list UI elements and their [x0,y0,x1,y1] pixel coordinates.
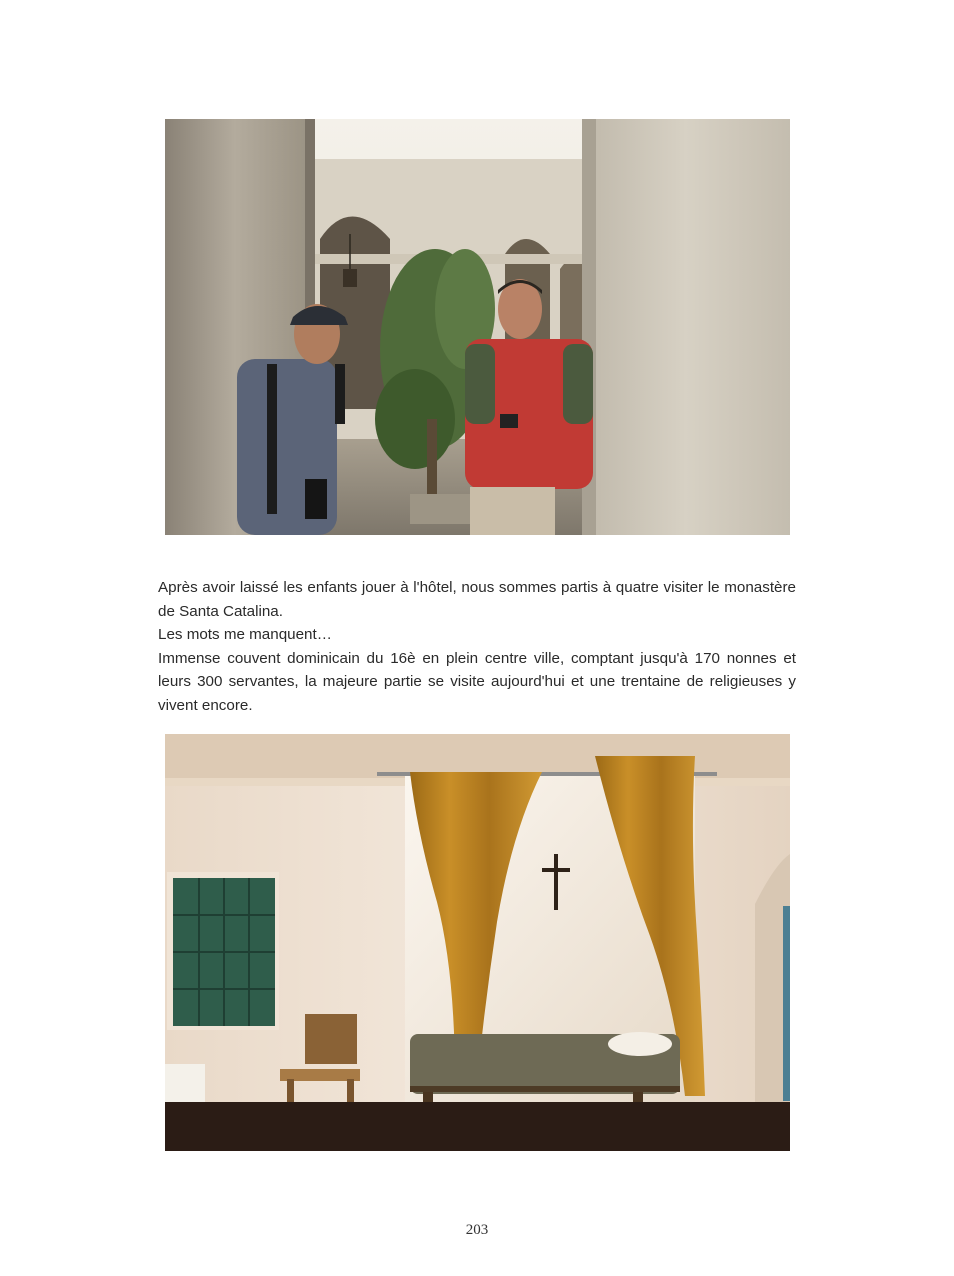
paragraph-3: Immense couvent dominicain du 16è en plein centre ville, comptant jusqu'à 170 nonnes et leurs 300 servantes, la majeure partie se visite aujourd'hui et une trentaine de religieuses y vivent encore. [158,649,796,714]
photo-cell-image [165,734,790,1151]
page-number: 203 [465,1222,489,1238]
paragraph-1: Après avoir laissé les enfants jouer à l'hôtel, nous sommes partis à quatre visiter le monastère de Santa Catalina. [158,579,796,620]
photo-courtyard-image [165,119,790,535]
body-text [158,576,796,717]
photo-courtyard [165,119,790,535]
paragraph-2: Les mots me manquent… [158,626,332,643]
photo-cell [165,734,790,1151]
